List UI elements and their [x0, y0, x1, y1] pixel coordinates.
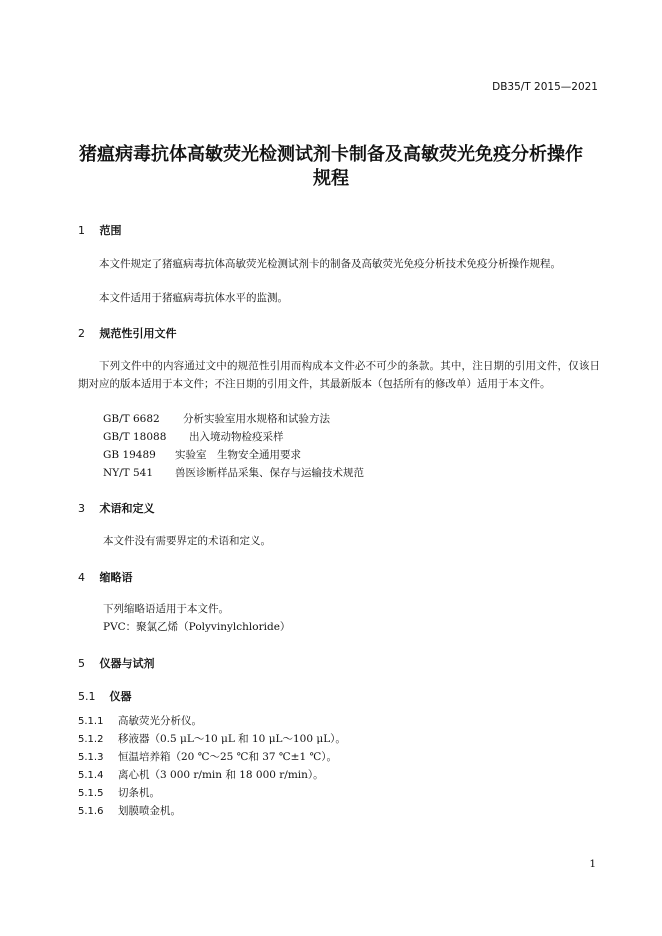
reference-item: [103, 447, 301, 462]
section-heading-instruments-reagents: [78, 655, 155, 671]
section-heading-abbreviations: [78, 569, 133, 585]
instrument-item: [78, 713, 202, 728]
section-number: 2: [78, 327, 85, 340]
reference-code: GB 19489: [103, 449, 156, 461]
item-number: 5.1.3: [78, 752, 104, 763]
page-number: 1: [589, 858, 596, 870]
scope-paragraph-2: 本文件适用于猪瘟病毒抗体水平的监测。: [99, 292, 288, 304]
section-heading-terms: [78, 500, 155, 516]
item-number: 5.1.1: [78, 716, 104, 727]
section-number: 4: [78, 571, 85, 584]
reference-code: GB/T 6682: [103, 413, 160, 425]
reference-item: [103, 411, 330, 426]
section-heading-normative-references: [78, 325, 177, 341]
item-text: 恒温培养箱（20 ℃～25 ℃和 37 ℃±1 ℃）。: [118, 751, 337, 763]
document-title-line1: 猪瘟病毒抗体高敏荧光检测试剂卡制备及高敏荧光免疫分析操作: [79, 144, 583, 165]
section-label: 范围: [99, 224, 122, 237]
reference-title: 实验室 生物安全通用要求: [175, 449, 301, 461]
instrument-item: [78, 749, 337, 764]
instrument-item: [78, 767, 324, 782]
section-number: 1: [78, 224, 85, 237]
item-number: 5.1.6: [78, 806, 104, 817]
section-number: 3: [78, 502, 85, 515]
reference-item: [103, 465, 364, 480]
subsection-heading-instruments: [78, 688, 132, 704]
instrument-item: [78, 803, 181, 818]
reference-code: NY/T 541: [103, 467, 154, 479]
item-text: 切条机。: [118, 787, 160, 799]
normative-intro-paragraph: 下列文件中的内容通过文中的规范性引用而构成本文件必不可少的条款。其中，注日期的引用文件，仅该日期对应的版本适用于本文件；不注日期的引用文件，其最新版本（包括所有的修改单）适用于本文件。: [78, 360, 600, 390]
item-text: 离心机（3 000 r/min 和 18 000 r/min）。: [118, 769, 324, 781]
terms-paragraph: 本文件没有需要界定的术语和定义。: [103, 535, 271, 547]
instrument-item: [78, 785, 160, 800]
item-number: 5.1.4: [78, 770, 104, 781]
item-text: 移液器（0.5 μL～10 μL 和 10 μL～100 μL）。: [118, 733, 346, 745]
section-heading-scope: [78, 222, 122, 238]
abbreviation-item: PVC：聚氯乙烯（Polyvinylchloride）: [103, 621, 291, 633]
document-title-line2: 规程: [313, 168, 349, 189]
item-text: 高敏荧光分析仪。: [118, 715, 202, 727]
item-number: 5.1.5: [78, 788, 104, 799]
reference-item: [103, 429, 284, 444]
abbreviations-intro: 下列缩略语适用于本文件。: [103, 603, 229, 615]
section-label: 仪器与试剂: [99, 657, 155, 670]
document-code: DB35/T 2015—2021: [492, 81, 598, 93]
section-number: 5.1: [78, 690, 96, 703]
section-label: 规范性引用文件: [99, 327, 177, 340]
instrument-item: [78, 731, 346, 746]
scope-paragraph-1: 本文件规定了猪瘟病毒抗体高敏荧光检测试剂卡的制备及高敏荧光免疫分析技术免疫分析操作规程。: [99, 258, 561, 270]
section-label: 术语和定义: [99, 502, 155, 515]
section-number: 5: [78, 657, 85, 670]
item-text: 划膜喷金机。: [118, 805, 181, 817]
item-number: 5.1.2: [78, 734, 104, 745]
reference-code: GB/T 18088: [103, 431, 167, 443]
reference-title: 出入境动物检疫采样: [189, 431, 284, 443]
section-label: 仪器: [109, 690, 132, 703]
section-label: 缩略语: [99, 571, 133, 584]
reference-title: 分析实验室用水规格和试验方法: [183, 413, 330, 425]
reference-title: 兽医诊断样品采集、保存与运输技术规范: [175, 467, 364, 479]
